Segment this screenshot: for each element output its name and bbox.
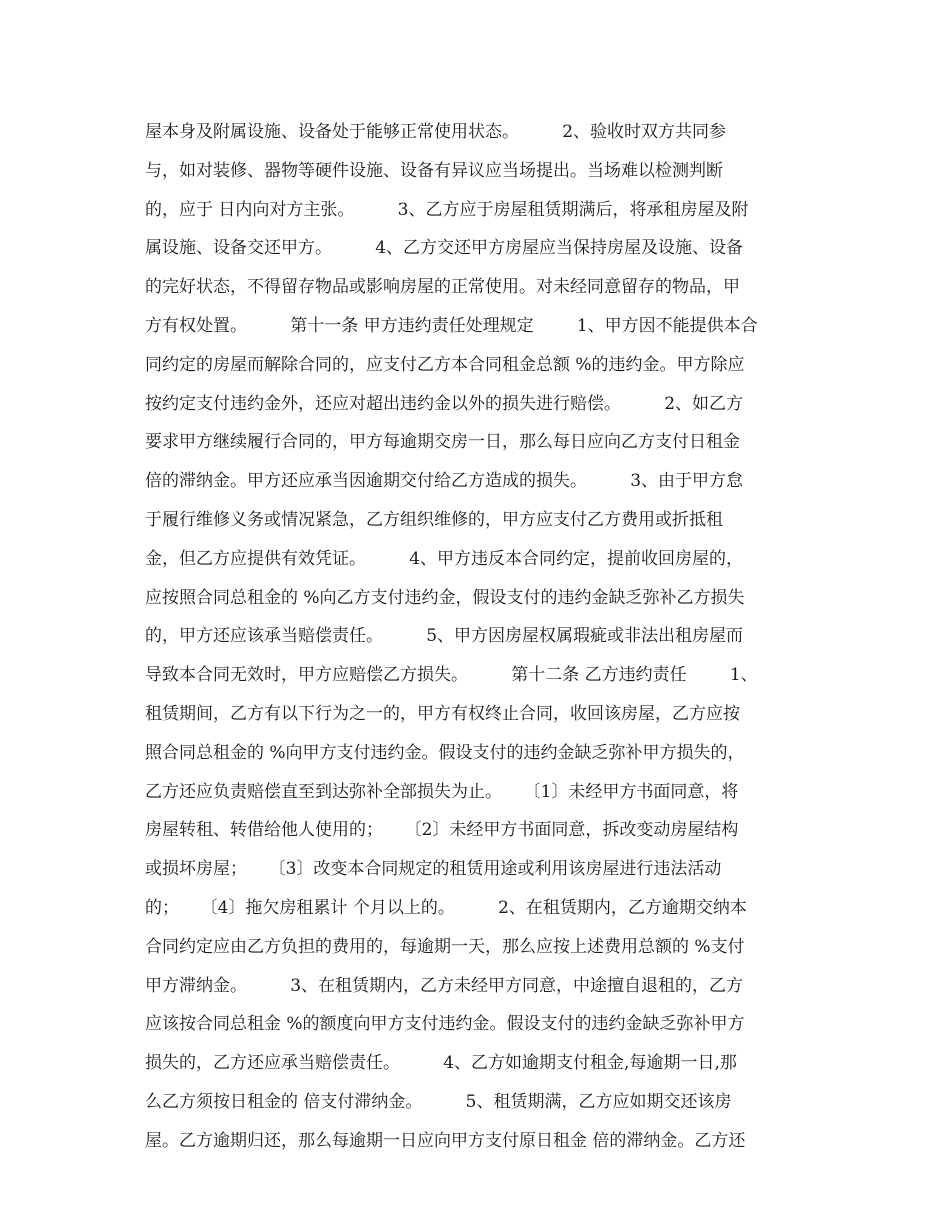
text-line-9: 要求甲方继续履行合同的，甲方每逾期交房一日，那么每日应向乙方支付日租金 (145, 432, 740, 453)
text-line-14: 的，甲方还应该承当赔偿责任。 5、甲方因房屋权属瑕疵或非法出租房屋而 (145, 626, 744, 647)
text-line-1: 屋本身及附属设施、设备处于能够正常使用状态。 2、验收时双方共同参 (145, 122, 727, 142)
text-line-20: 或损坏房屋； 〔3〕改变本合同规定的租赁用途或利用该房屋进行违法活动 (145, 859, 722, 880)
text-line-4: 属设施、设备交还甲方。 4、乙方交还甲方房屋应当保持房屋及设施、设备 (145, 238, 744, 259)
text-line-26: 么乙方须按日租金的 倍支付滞纳金。 5、租赁期满，乙方应如期交还该房 (145, 1091, 732, 1112)
text-line-3: 的，应于 日内向对方主张。 3、乙方应于房屋租赁期满后，将承租房屋及附 (145, 199, 749, 220)
text-line-11: 于履行维修义务或情况紧急，乙方组织维修的，甲方应支付乙方费用或折抵租 (145, 509, 723, 530)
text-line-23: 甲方滞纳金。 3、在租赁期内，乙方未经甲方同意，中途擅自退租的，乙方 (145, 975, 744, 996)
text-line-8: 按约定支付违约金外，还应对超出违约金以外的损失进行赔偿。 2、如乙方 (145, 393, 744, 414)
text-line-24: 应该按合同总租金 %的额度向甲方支付违约金。假设支付的违约金缺乏弥补甲方 (145, 1014, 745, 1035)
text-line-25: 损失的，乙方还应承当赔偿责任。 4、乙方如逾期支付租金,每逾期一日,那 (145, 1053, 737, 1074)
text-line-2: 与，如对装修、器物等硬件设施、设备有异议应当场提出。当场难以检测判断 (145, 160, 723, 181)
text-line-5: 的完好状态，不得留存物品或影响房屋的正常使用。对未经同意留存的物品，甲 (145, 277, 740, 298)
text-line-12: 金，但乙方应提供有效凭证。 4、甲方违反本合同约定，提前收回房屋的， (145, 548, 744, 569)
contract-text-body (145, 113, 805, 1161)
text-line-6: 方有权处置。 第十一条 甲方违约责任处理规定 1、甲方因不能提供本合 (145, 315, 758, 336)
text-line-22: 合同约定应由乙方负担的费用的，每逾期一天，那么应按上述费用总额的 %支付 (145, 936, 745, 957)
text-line-15: 导致本合同无效时，甲方应赔偿乙方损失。 第十二条 乙方违约责任 1、 (145, 665, 758, 686)
text-line-7: 同约定的房屋而解除合同的，应支付乙方本合同租金总额 %的违约金。甲方除应 (145, 354, 745, 375)
text-line-27: 屋。乙方逾期归还，那么每逾期一日应向甲方支付原日租金 倍的滞纳金。乙方还 (145, 1130, 746, 1151)
text-line-19: 房屋转租、转借给他人使用的； 〔2〕未经甲方书面同意，拆改变动房屋结构 (145, 820, 739, 841)
text-line-10: 倍的滞纳金。甲方还应承当因逾期交付给乙方造成的损失。 3、由于甲方怠 (145, 471, 744, 492)
text-line-17: 照合同总租金的 %向甲方支付违约金。假设支付的违约金缺乏弥补甲方损失的， (145, 742, 745, 763)
text-line-16: 租赁期间，乙方有以下行为之一的，甲方有权终止合同，收回该房屋，乙方应按 (145, 703, 740, 724)
text-line-21: 的； 〔4〕拖欠房租累计 个月以上的。 2、在租赁期内，乙方逾期交纳本 (145, 897, 747, 918)
text-line-18: 乙方还应负责赔偿直至到达弥补全部损失为止。 〔1〕未经甲方书面同意，将 (145, 781, 739, 802)
text-line-13: 应按照合同总租金的 %向乙方支付违约金，假设支付的违约金缺乏弥补乙方损失 (145, 587, 745, 608)
